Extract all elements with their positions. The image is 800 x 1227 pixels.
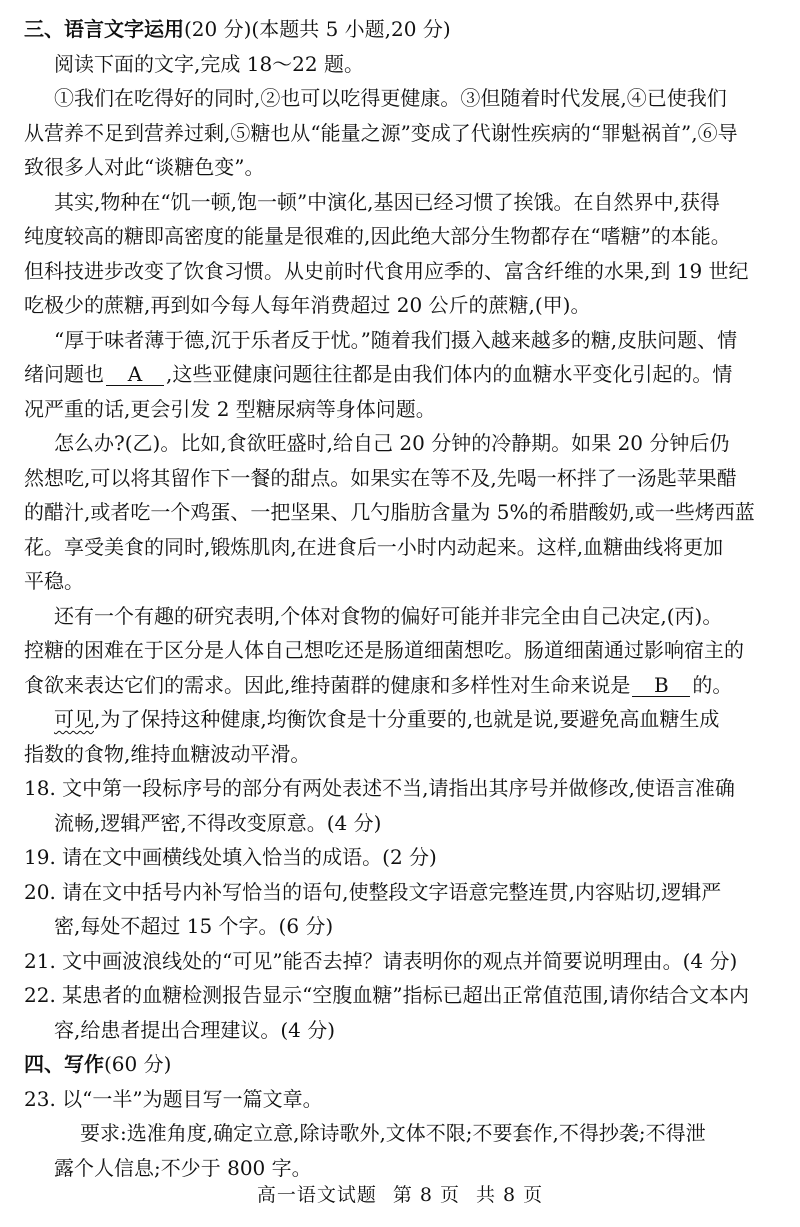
question-line: 密,每处不超过 15 个字。(6 分) [54, 914, 334, 938]
paragraph-3-line [24, 357, 776, 392]
paragraph-4-line: 怎么办?(乙)。比如,食欲旺盛时,给自己 20 分钟的冷静期。如果 20 分钟后仍 [54, 431, 730, 455]
section-3-heading [24, 12, 776, 47]
paragraph-1 [24, 81, 776, 185]
paragraph-5-line: 控糖的困难在于区分是人体自己想吃还是肠道细菌想吃。肠道细菌通过影响宿主的 [24, 638, 744, 662]
question-20 [24, 875, 776, 944]
paragraph-3 [24, 323, 776, 427]
section-3-title: 三、语言文字运用 [24, 17, 184, 41]
paragraph-2-line: 其实,物种在“饥一顿,饱一顿”中演化,基因已经习惯了挨饿。在自然界中,获得 [54, 189, 720, 214]
paragraph-2 [24, 185, 776, 323]
paragraph-4-line: 花。享受美食的同时,锻炼肌肉,在进食后一小时内动起来。这样,血糖曲线将更加 [24, 534, 724, 559]
paragraph-3-line: “厚于味者薄于德,沉于乐者反于忧。”随着我们摄入越来越多的糖,皮肤问题、情 [54, 327, 738, 352]
wavy-underline-kejian: 可见 [54, 707, 94, 731]
paragraph-5-line: 还有一个有趣的研究表明,个体对食物的偏好可能并非完全由自己决定,(丙)。 [54, 603, 723, 628]
requirement-line: 要求:选准角度,确定立意,除诗歌外,文体不限;不要套作,不得抄袭;不得泄 [80, 1121, 706, 1145]
reading-instruction: 阅读下面的文字,完成 18～22 题。 [54, 51, 364, 76]
blank-a: A [106, 363, 164, 386]
question-19: 19. 请在文中画横线处填入恰当的成语。(2 分) [24, 845, 437, 869]
footer-page-number: 第 8 页 [392, 1184, 460, 1206]
question-line: 20. 请在文中括号内补写恰当的语句,使整段文字语意完整连贯,内容贴切,逻辑严 [24, 879, 722, 904]
question-22 [24, 978, 776, 1047]
paragraph-3-line: 况严重的话,更会引发 2 型糖尿病等身体问题。 [24, 396, 436, 421]
paragraph-1-line: ①我们在吃得好的同时,②也可以吃得更健康。③但随着时代发展,④已使我们 [54, 86, 727, 110]
question-line: 18. 文中第一段标序号的部分有两处表述不当,请指出其序号并做修改,使语言准确 [24, 776, 735, 800]
paragraph-6 [24, 702, 776, 771]
footer-subject: 高一语文试题 [256, 1184, 377, 1206]
section-4-heading [24, 1047, 776, 1082]
section-4-title: 四、写作 [24, 1052, 104, 1076]
footer-total-pages: 共 8 页 [476, 1184, 544, 1206]
paragraph-1-line: 致很多人对此“谈糖色变”。 [24, 155, 265, 179]
question-23: 23. 以“一半”为题目写一篇文章。 [24, 1086, 323, 1111]
question-line: 22. 某患者的血糖检测报告显示“空腹血糖”指标已超出正常值范围,请你结合文本内 [24, 983, 749, 1007]
page-footer [0, 1180, 800, 1207]
section-4-score: (60 分) [104, 1052, 172, 1076]
paragraph-2-line: 但科技进步改变了饮食习惯。从史前时代食用应季的、富含纤维的水果,到 19 世纪 [24, 258, 749, 283]
text-segment: ,为了保持这种健康,均衡饮食是十分重要的,也就是说,要避免高血糖生成 [94, 707, 720, 731]
paragraph-5-line [24, 668, 776, 703]
paragraph-4-line: 的醋汁,或者吃一个鸡蛋、一把坚果、几勺脂肪含量为 5%的希腊酸奶,或一些烤西蓝 [24, 500, 755, 524]
paragraph-4 [24, 426, 776, 599]
text-segment: 食欲来表达它们的需求。因此,维持菌群的健康和多样性对生命来说是 [24, 672, 631, 697]
question-21: 21. 文中画波浪线处的“可见”能否去掉？请表明你的观点并简要说明理由。(4 分) [24, 948, 738, 973]
paragraph-2-line: 纯度较高的糖即高密度的能量是很难的,因此绝大部分生物都存在“嗜糖”的本能。 [24, 224, 731, 248]
question-23-requirements [24, 1116, 776, 1185]
paragraph-4-line: 然想吃,可以将其留作下一餐的甜点。如果实在等不及,先喝一杯拌了一汤匙苹果醋 [24, 465, 737, 490]
section-3-score: (20 分)(本题共 5 小题,20 分) [184, 17, 451, 41]
paragraph-6-line [24, 702, 776, 737]
blank-b: B [632, 674, 690, 697]
text-segment: 的。 [692, 672, 733, 697]
paragraph-6-line: 指数的食物,维持血糖波动平滑。 [24, 741, 311, 766]
question-line: 流畅,逻辑严密,不得改变原意。(4 分) [54, 810, 382, 835]
paragraph-5 [24, 599, 776, 703]
paragraph-4-line: 平稳。 [24, 569, 84, 593]
text-segment: 绪问题也 [24, 362, 104, 386]
paragraph-1-line: 从营养不足到营养过剩,⑤糖也从“能量之源”变成了代谢性疾病的“罪魁祸首”,⑥导 [24, 120, 738, 145]
text-segment: ,这些亚健康问题往往都是由我们体内的血糖水平变化引起的。情 [166, 362, 733, 386]
paragraph-2-line: 吃极少的蔗糖,再到如今每人每年消费超过 20 公斤的蔗糖,(甲)。 [24, 293, 591, 317]
question-line: 容,给患者提出合理建议。(4 分) [54, 1017, 336, 1042]
requirement-line: 露个人信息;不少于 800 字。 [54, 1155, 312, 1180]
question-18 [24, 771, 776, 840]
